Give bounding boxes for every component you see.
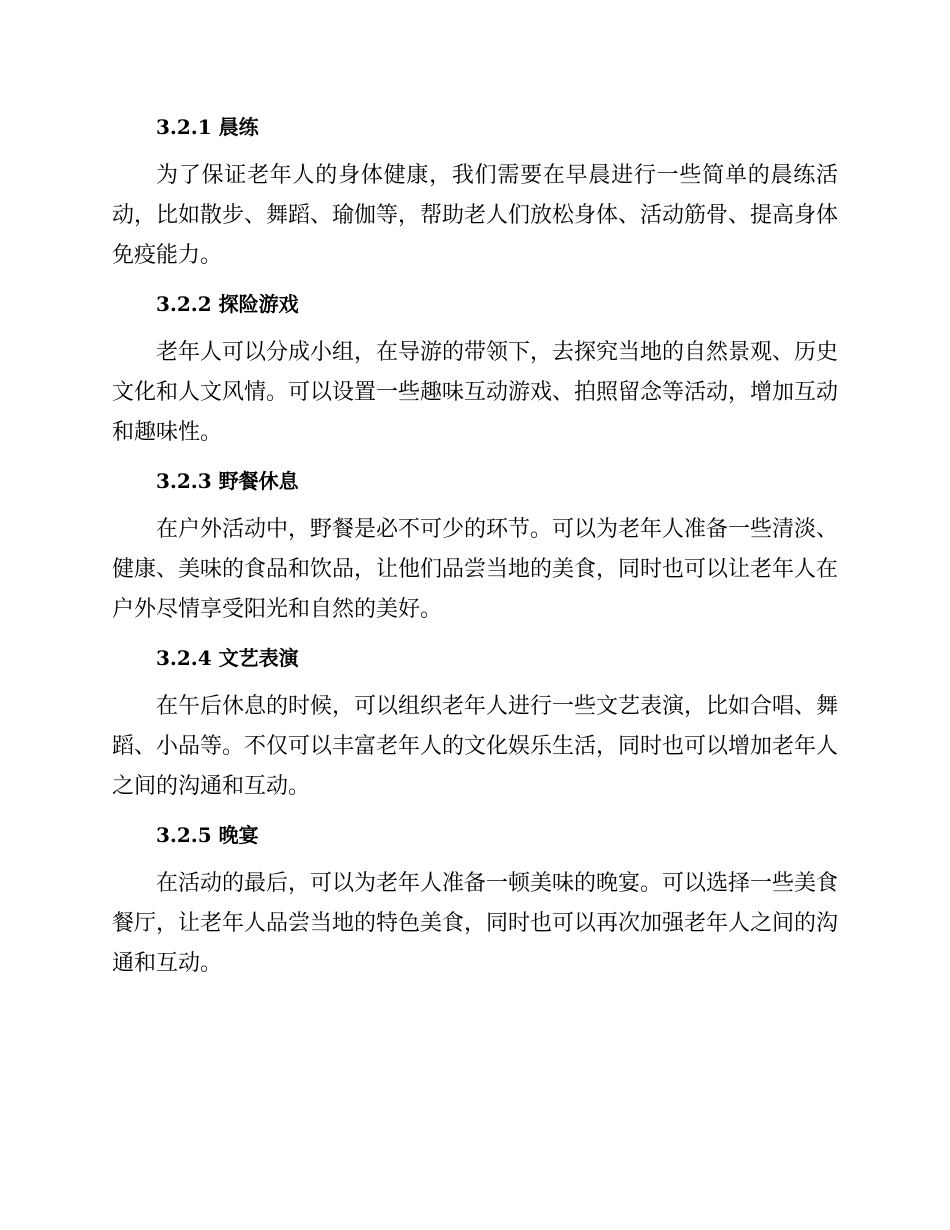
section-paragraph: 在午后休息的时候，可以组织老年人进行一些文艺表演，比如合唱、舞蹈、小品等。不仅可以丰富老年人的文化娱乐生活，同时也可以增加老年人之间的沟通和互动。 (112, 694, 839, 799)
section-3-2-2 (112, 289, 838, 453)
section-heading: 3.2.3 野餐休息 (156, 469, 299, 493)
section-heading: 3.2.5 晚宴 (156, 823, 259, 847)
section-3-2-1 (112, 112, 838, 276)
section-heading: 3.2.4 文艺表演 (156, 646, 299, 670)
section-paragraph: 为了保证老年人的身体健康，我们需要在早晨进行一些简单的晨练活动，比如散步、舞蹈、瑜伽等，帮助老人们放松身体、活动筋骨、提高身体免疫能力。 (112, 163, 839, 268)
document-body (112, 112, 838, 997)
section-3-2-4 (112, 643, 838, 807)
section-paragraph: 老年人可以分成小组，在导游的带领下，去探究当地的自然景观、历史文化和人文风情。可以设置一些趣味互动游戏、拍照留念等活动，增加互动和趣味性。 (112, 340, 839, 445)
section-heading: 3.2.1 晨练 (156, 115, 259, 139)
section-heading: 3.2.2 探险游戏 (156, 292, 299, 316)
section-3-2-3 (112, 466, 838, 630)
section-3-2-5 (112, 820, 838, 984)
section-paragraph: 在户外活动中，野餐是必不可少的环节。可以为老年人准备一些清淡、健康、美味的食品和饮品，让他们品尝当地的美食，同时也可以让老年人在户外尽情享受阳光和自然的美好。 (112, 517, 839, 622)
section-paragraph: 在活动的最后，可以为老年人准备一顿美味的晚宴。可以选择一些美食餐厅，让老年人品尝当地的特色美食，同时也可以再次加强老年人之间的沟通和互动。 (112, 871, 839, 976)
